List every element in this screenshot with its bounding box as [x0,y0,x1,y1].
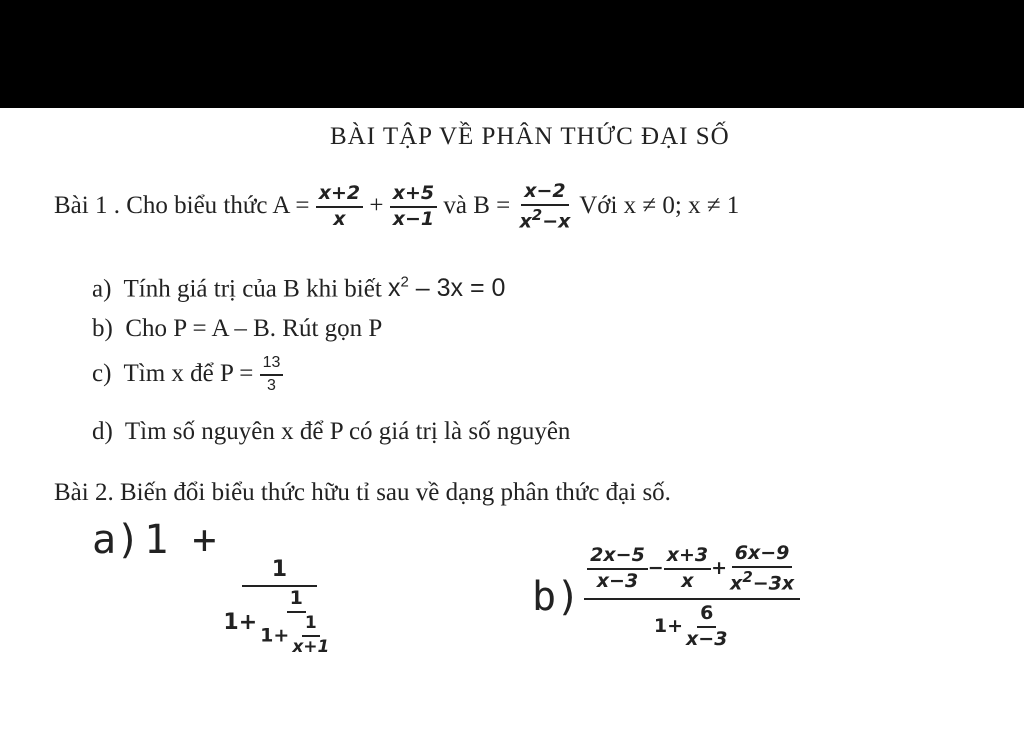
bai2-b-t1-den: x−3 [596,570,639,593]
bai2-b-t2-num: x+3 [664,546,711,570]
A-lhs: A = [272,191,310,219]
condition-text: Với x ≠ 0; x ≠ 1 [579,191,740,219]
plus-sign: + [369,191,384,219]
bai2-item-a [92,517,338,657]
bai2-b-t2-den: x [681,570,694,593]
bai2-b-t3-den-rest: −3x [752,572,795,595]
bai2-b-den-fraction [683,604,730,650]
bai2-a-inner-den-prefix: 1+ [260,624,290,647]
bai2-a-label: a) [92,517,141,564]
bai2-b-t3-den-base: x [730,572,743,595]
item-c-label: c) [92,360,112,387]
bai2-b-label: b) [532,574,581,621]
item-a-equation [388,274,505,302]
bai2-a-innermost-num: 1 [302,615,320,637]
bai2-b-term1 [587,546,648,592]
bai2-a-den [220,587,338,657]
A-fraction-2 [390,184,437,230]
page-title: BÀI TẬP VỀ PHÂN THỨC ĐẠI SỐ [330,123,730,150]
item-a-label: a) [92,275,112,303]
bai2-a-num: 1 [242,558,317,587]
bai1-item-d [92,419,570,444]
bai2-b-main-fraction [584,544,800,650]
va-word: và [443,191,467,219]
item-a-eq-rest: – 3x = 0 [408,274,506,303]
item-c-fraction [260,355,284,395]
item-b-label: b) [92,315,113,342]
bai2-a-one-plus: 1 + [144,517,217,564]
bai2-b-minus: − [647,557,664,580]
B-fraction [517,182,574,232]
bai2-b-t3-den [727,568,797,594]
document-page [0,108,1024,749]
bai2-b-den-prefix: 1+ [653,615,684,638]
item-c-text: Tìm x để P = [123,360,254,387]
bai2-heading: Bài 2. Biến đổi biểu thức hữu tỉ sau về dạng phân thức đại số. [54,479,671,506]
A-fraction-1 [316,184,363,230]
bai2-a-inner-fraction [257,589,335,657]
B-den-base: x [519,210,532,233]
bai2-a-den-prefix: 1+ [223,609,258,635]
bai2-b-numerator [584,544,800,600]
bai2-a-innermost-fraction [289,615,332,657]
item-b-text: Cho P = A – B. Rút gọn P [125,315,383,342]
item-a-text: Tính giá trị của B khi biết [123,275,382,303]
B-den-exp: 2 [531,205,543,224]
item-d-text: Tìm số nguyên x để P có giá trị là số nguyên [124,418,571,445]
top-black-bar [0,0,1024,108]
bai2-item-b [532,544,800,650]
A-f1-num: x+2 [316,184,363,208]
bai2-b-den-num: 6 [697,604,716,628]
item-c-den: 3 [267,377,276,395]
bai1-statement [54,182,739,232]
bai2-b-term2 [664,546,711,592]
item-c-num: 13 [260,355,284,376]
bai2-b-t1-num: 2x−5 [587,546,648,570]
bai2-a-inner-den [257,613,335,657]
bai1-item-a [92,275,505,301]
bai2-b-plus: + [711,557,728,580]
A-f2-den: x−1 [392,208,435,231]
bai2-b-t3-num: 6x−9 [732,544,793,568]
bai1-item-b [92,316,382,341]
B-num: x−2 [521,182,568,206]
bai1-item-c [92,354,283,395]
bai2-b-t3-den-exp: 2 [742,567,753,586]
A-f2-num: x+5 [390,184,437,208]
B-lhs: B = [473,191,511,219]
bai2-b-den-den: x−3 [686,628,728,651]
bai2-b-term3 [727,544,797,594]
item-a-eq-base: x [388,274,401,303]
bai2-a-continued-fraction [220,558,338,657]
bai1-intro: Bài 1 . Cho biểu thức [54,191,268,219]
bai2-b-denominator [651,600,734,650]
item-d-label: d) [92,418,113,445]
B-den [517,206,574,232]
item-a-eq-exp: 2 [400,274,409,291]
bai2-a-innermost-den: x+1 [292,636,330,657]
B-den-rest: −x [542,210,571,233]
bai2-a-inner-num: 1 [287,589,306,613]
A-f1-den: x [333,208,346,231]
